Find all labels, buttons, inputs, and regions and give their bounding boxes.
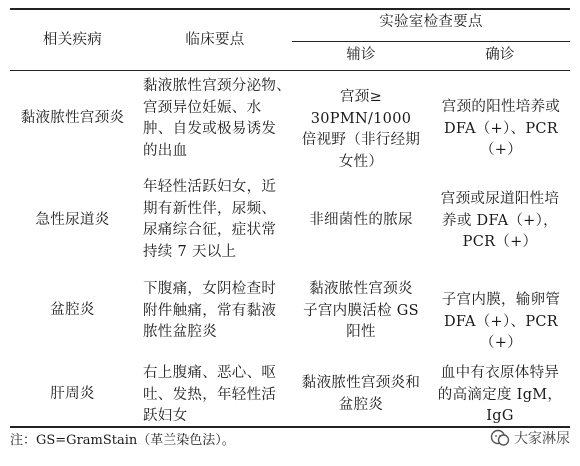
lab-sub-rule — [292, 41, 570, 42]
row-3-confirm-line: DFA（+）、PCR（+） — [443, 313, 559, 351]
row-3-confirm-line: 子宫内膜，输卵管 — [441, 292, 561, 308]
header-confirm: 确诊 — [485, 47, 515, 63]
row-4-aux-line: 盆腔炎 — [338, 396, 384, 413]
header-aux: 辅诊 — [346, 47, 376, 63]
row-4-clinical-line: 吐、发热，年轻性活 — [143, 386, 277, 403]
row-3-aux-line: 子宫内膜活检 GS — [303, 302, 419, 319]
header-clinical: 临床要点 — [185, 32, 245, 48]
header-rule — [10, 70, 570, 71]
watermark — [490, 428, 570, 448]
row-2-aux — [292, 210, 430, 232]
row-2-confirm — [430, 189, 570, 254]
row-2-aux-line: 非细菌性的脓尿 — [309, 212, 413, 228]
row-2-disease: 急性尿道炎 — [35, 212, 110, 228]
row-4-aux — [292, 373, 430, 416]
watermark-text: 大家淋尿 — [514, 431, 570, 447]
row-1-confirm — [428, 97, 574, 162]
row-3-confirm — [428, 290, 574, 355]
row-4-clinical — [143, 363, 293, 428]
row-2-clinical-line: 持续 7 天以上 — [143, 243, 237, 260]
header-disease: 相关疾病 — [42, 32, 103, 48]
row-4-confirm-line: 血中有衣原体特异 — [440, 365, 560, 381]
row-4-confirm-line: 的高滴定度 IgM， — [437, 386, 563, 403]
row-1-clinical-line: 肿、自发或极易诱发 — [143, 121, 277, 137]
row-3-aux — [292, 279, 430, 344]
chat-bubble-icon — [490, 428, 510, 448]
row-1-clinical-line: 宫颈异位妊娠、水 — [143, 99, 262, 116]
top-rule — [10, 8, 570, 10]
row-3-clinical-line: 脓性盆腔炎 — [143, 324, 217, 340]
row-4-disease: 肝周炎 — [50, 386, 95, 402]
row-1-aux-line: 女性） — [338, 153, 384, 170]
row-3-clinical-line: 附件触痛，常有黏液 — [143, 302, 277, 319]
row-4-confirm — [430, 363, 570, 428]
row-2-confirm-line: 养或 DFA（+）， — [442, 212, 558, 229]
row-1-clinical-line: 黏液脓性宫颈分泌物、 — [143, 78, 291, 94]
row-1-confirm-line: 宫颈的阳性培养或 — [441, 99, 561, 115]
footnote: 注：GS=GramStain（革兰染色法）。 — [10, 433, 235, 448]
row-3-clinical-line: 下腹痛，女阴检查时 — [143, 281, 277, 297]
row-3-aux-line: 阳性 — [346, 324, 376, 340]
row-2-clinical-line: 年轻性活跃妇女，近 — [143, 179, 277, 195]
row-1-confirm-line: DFA（+）、PCR（+） — [443, 120, 559, 158]
row-3-aux-line: 黏液脓性宫颈炎 — [309, 281, 413, 297]
row-4-clinical-line: 跃妇女 — [143, 408, 188, 424]
row-1-clinical-line: 的出血 — [143, 142, 188, 159]
row-2-clinical-line: 期有新性伴，尿频、 — [143, 200, 277, 217]
row-3-clinical — [143, 279, 293, 344]
row-3-disease: 盆腔炎 — [50, 302, 95, 318]
row-1-disease: 黏液脓性宫颈炎 — [20, 110, 125, 126]
row-2-clinical — [143, 177, 293, 263]
row-2-confirm-line: 宫颈或尿道阳性培 — [440, 191, 560, 207]
row-1-aux — [292, 87, 430, 173]
row-2-confirm-line: PCR（+） — [462, 234, 538, 250]
row-4-aux-line: 黏液脓性宫颈炎和 — [301, 375, 421, 391]
row-1-aux-line: 倍视野（非行经期 — [301, 132, 421, 148]
header-lab: 实验室检查要点 — [379, 14, 483, 30]
row-2-clinical-line: 尿痛综合征，症状常 — [143, 222, 277, 238]
row-4-clinical-line: 右上腹痛、恶心、呕 — [143, 365, 277, 381]
row-4-confirm-line: IgG — [486, 408, 514, 424]
row-1-aux-line: 宫颈≥ 30PMN/1000 — [310, 89, 412, 127]
row-1-clinical — [143, 76, 293, 162]
